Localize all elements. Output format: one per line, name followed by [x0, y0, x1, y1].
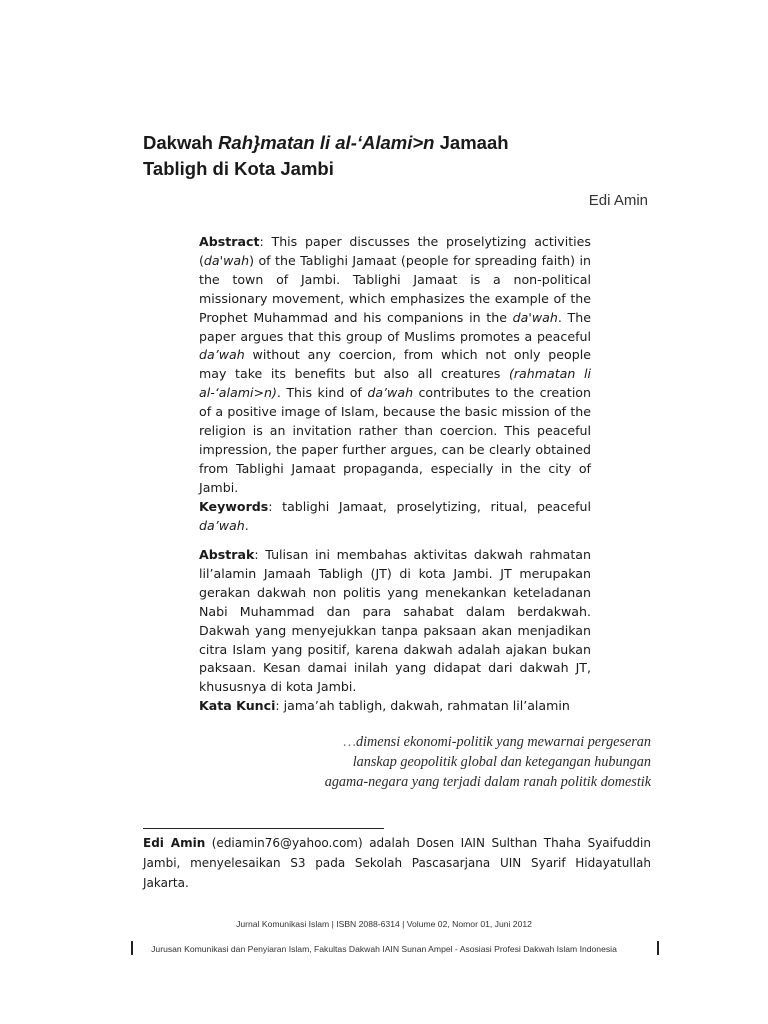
epigraph-line-2: lanskap geopolitik global dan ketegangan hubungan: [352, 754, 651, 770]
abstrak-text: : Tulisan ini membahas aktivitas dakwah rahmatan lil’alamin Jamaah Tabligh (JT) di kota Jambi. JT merupakan gerakan dakwah non politis yang menekankan keteladanan Nabi Muhammad dan para sahabat dalam berdakwah. Dakwah yang menyejukkan tanpa paksaan akan menjadikan citra Islam yang positif, karena dakwah adalah ajakan bukan paksaan. Kesan damai inilah yang didapat dari dakwah JT, khususnya di kota Jambi.: [199, 547, 591, 695]
abstract-english: [199, 233, 591, 536]
kata-kunci-line: [199, 697, 591, 716]
title-line2: Tabligh di Kota Jambi: [143, 158, 334, 179]
abstract-italic-term: da'wah: [512, 309, 558, 325]
abstract-italic-term: da’wah: [199, 347, 245, 363]
author-footnote: [143, 833, 651, 893]
author-name: Edi Amin: [588, 192, 648, 209]
abstract-italic-term: (rahmatan li al-‘alami>n): [199, 366, 591, 401]
abstract-text: ) of the Tablighi Jamaat (people for spreading faith) in the town of Jambi. Tablighi Jamaat is a non-political missionary movement, which emphasizes the example of the Prophet Muhammad and his companions in the: [199, 252, 591, 325]
keywords-text: : tablighi Jamaat, proselytizing, ritual, peaceful: [268, 498, 591, 514]
title-line1-end: Jamaah: [434, 132, 509, 153]
kata-kunci-text: : jama’ah tabligh, dakwah, rahmatan lil’alamin: [275, 698, 570, 714]
epigraph-ellipsis: …: [343, 734, 356, 750]
title-line1-italic: Rah}matan li al-‘Alami>n: [218, 132, 435, 153]
abstrak-label: Abstrak: [199, 547, 255, 562]
title-line1-start: Dakwah: [143, 132, 219, 153]
abstract-italic-term: da'wah: [203, 252, 250, 268]
footer-right-bar: [657, 941, 659, 955]
footnote-divider: [143, 828, 384, 829]
article-title: [143, 130, 663, 182]
kata-kunci-label: Kata Kunci: [199, 698, 276, 714]
abstrak-paragraph: [199, 546, 591, 697]
journal-info: Jurnal Komunikasi Islam | ISBN 2088-6314 | Volume 02, Nomor 01, Juni 2012: [236, 919, 532, 929]
epigraph-line-3: agama-negara yang terjadi dalam ranah politik domestik: [324, 774, 651, 790]
keywords-line: [199, 498, 591, 536]
abstract-text: . This kind of: [276, 385, 368, 401]
keywords-end: .: [244, 517, 249, 533]
epigraph-text: dimensi ekonomi-politik yang mewarnai pergeseran: [356, 734, 651, 750]
abstract-label: Abstract: [199, 234, 260, 249]
footnote-text: (ediamin76@yahoo.com) adalah Dosen IAIN Sulthan Thaha Syaifuddin Jambi, menyelesaikan S3 pada Sekolah Pascasarjana UIN Syarif Hidayatullah Jakarta.: [143, 836, 651, 890]
epigraph-quote: [240, 732, 651, 792]
footnote-author-name: Edi Amin: [143, 836, 206, 850]
abstract-text: contributes to the creation of a positive image of Islam, because the basic mission of the religion is an invitation rather than coercion. This peaceful impression, the paper further argues, can be clearly obtained from Tablighi Jamaat propaganda, especially in the city of Jambi.: [199, 385, 591, 495]
epigraph-line-1: [240, 732, 651, 752]
abstract-paragraph: [199, 233, 591, 498]
abstract-indonesian: [199, 546, 591, 716]
keywords-label: Keywords: [199, 498, 269, 514]
abstract-text: without any coercion, from which not only people may take its benefits but also all creatures: [199, 347, 591, 382]
abstract-italic-term: da’wah: [367, 385, 414, 401]
keywords-italic: da’wah: [199, 517, 245, 533]
abstract-text: : This paper discusses the proselytizing activities (: [199, 234, 591, 268]
department-info: Jurusan Komunikasi dan Penyiaran Islam, Fakultas Dakwah IAIN Sunan Ampel - Asosiasi Profesi Dakwah Islam Indonesia: [151, 944, 617, 954]
abstract-text: . The paper argues that this group of Muslims promotes a peaceful: [199, 309, 591, 344]
